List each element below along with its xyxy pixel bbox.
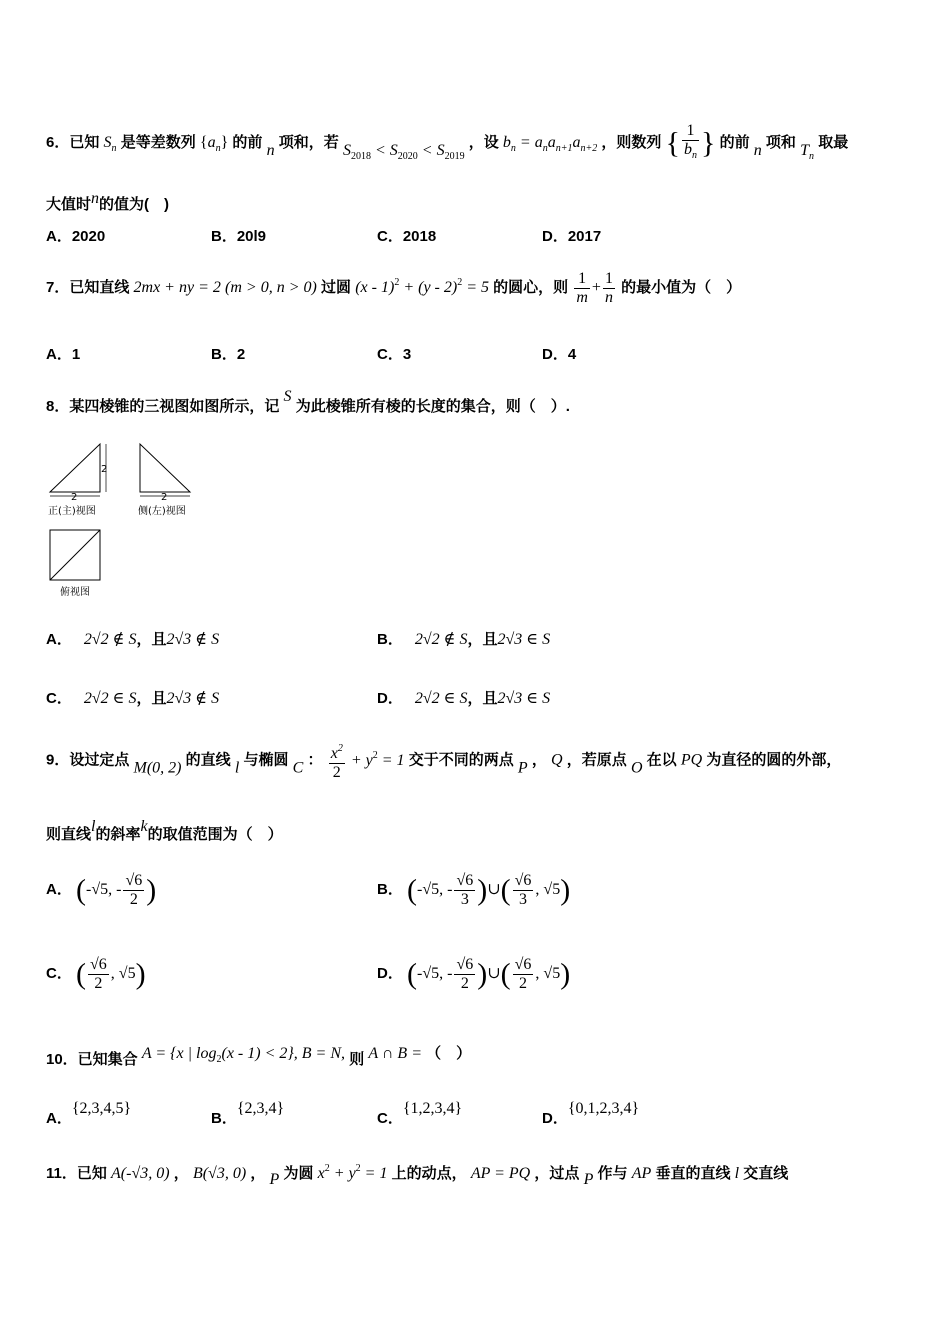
q10-option-d[interactable]: D．{0,1,2,3,4} — [542, 1100, 640, 1127]
q6-option-a[interactable]: A．2020 — [46, 228, 106, 245]
q9-option-c[interactable]: C． ( $\frac{√6}{2}$ , √5) — [46, 956, 146, 992]
q8-option-d[interactable]: D． 2√2 ∈ S，且2√3 ∈ S — [377, 690, 551, 707]
q7-circle: (x - 1)$^2$ + (y - 2)$^2$ = 5 — [355, 277, 489, 297]
question-6-line-1: 6．已知 $S_n$ 是等差数列 $\{a_n\}$ 的前 n 项和，若 $S_{2018} < S_{2020} < S_{2019}$ ，设 $b_n = a_na_{n+1}a_{n+2}$ ，则数列 { $\frac{1}{b_n}$ } 的前 n 项和 $T_n$ 取最 — [46, 122, 849, 163]
question-11-line: 11．已知 A(-√3, 0) ， B(√3, 0) ， P 为圆 $x^2 + y^2 = 1$ 上的动点， AP = PQ ，过点 P 作与 AP 垂直的直线 l 交直线 — [46, 1163, 789, 1188]
q8-option-a[interactable]: A． 2√2 ∉ S，且2√3 ∉ S — [46, 631, 220, 648]
front-view-label: 正(主)视图 — [48, 506, 96, 517]
q8-option-c[interactable]: C． 2√2 ∈ S，且2√3 ∉ S — [46, 690, 220, 707]
q6-inequality: $S_{2018} < S_{2020} < S_{2019}$ — [342, 142, 465, 163]
q6-bn-def: $b_n = a_na_{n+1}a_{n+2}$ — [502, 134, 598, 155]
q7-condition: (m > 0, n > 0) — [225, 279, 317, 297]
front-width-dim: 2 — [71, 492, 78, 503]
side-view-triangle — [140, 444, 190, 492]
side-view-label: 侧(左)视图 — [138, 506, 186, 517]
q10-option-a[interactable]: A．{2,3,4,5} — [46, 1100, 132, 1127]
q10-set-a: A = {x | $\log_2(x - 1) < 2$}, B = N, — [141, 1045, 346, 1065]
side-width-dim: 2 — [161, 492, 168, 503]
question-10-line: 10．已知集合 A = {x | $\log_2(x - 1) < 2$}, B = N, 则 A ∩ B = （ ） — [46, 1045, 472, 1068]
q11-circle: $x^2 + y^2 = 1$ — [317, 1163, 388, 1182]
q9-ellipse: $\frac{x^2}{2}$ + $y^2 = 1$ — [327, 752, 405, 769]
q7-option-b[interactable]: B．2 — [211, 346, 246, 363]
question-9-line-2: 则直线l的斜率k的取值范围为（ ） — [46, 818, 283, 843]
top-view-label: 俯视图 — [60, 587, 90, 598]
q9-option-d[interactable]: D． (-√5, - $\frac{√6}{2}$ )∪( $\frac{√6}{2}$ , √5) — [377, 956, 571, 992]
q6-option-d[interactable]: D．2017 — [542, 228, 602, 245]
q6-option-c[interactable]: C．2018 — [377, 228, 437, 245]
q8-option-b[interactable]: B． 2√2 ∉ S，且2√3 ∈ S — [377, 631, 551, 648]
q6-n: n — [266, 142, 275, 160]
q10-option-b[interactable]: B．{2,3,4} — [211, 1100, 285, 1127]
q6-tn: $T_n$ — [800, 142, 815, 163]
q7-expression: $\frac{1}{m}$ + $\frac{1}{n}$ — [576, 270, 613, 306]
q7-option-c[interactable]: C．3 — [377, 346, 412, 363]
q6-stem: 6．已知 — [46, 134, 100, 152]
q7-line-equation: 2mx + ny = 2 — [133, 279, 221, 297]
q6-sn: $S_n$ — [103, 134, 117, 155]
front-height-dim: 2 — [101, 464, 108, 475]
question-8-line: 8．某四棱锥的三视图如图所示，记 S 为此棱锥所有棱的长度的集合，则（ ）. — [46, 388, 570, 415]
q10-option-c[interactable]: C．{1,2,3,4} — [377, 1100, 463, 1127]
q9-option-b[interactable]: B． (-√5, - $\frac{√6}{3}$ )∪( $\frac{√6}{3}$ , √5) — [377, 872, 571, 908]
q7-option-d[interactable]: D．4 — [542, 346, 577, 363]
three-view-figure — [44, 438, 204, 600]
q6-an-seq: $\{a_n\}$ — [199, 134, 229, 155]
q7-option-a[interactable]: A．1 — [46, 346, 81, 363]
question-9-line-1: 9．设过定点 M(0, 2) 的直线 l 与椭圆 C ： $\frac{x^2}{2}$ + $y^2 = 1$ 交于不同的两点 P ， Q ，若原点 O 在以 PQ 为直径的圆的外部， — [46, 740, 841, 782]
question-7-line: 7．已知直线 2mx + ny = 2 (m > 0, n > 0) 过圆 (x - 1)$^2$ + (y - 2)$^2$ = 5 的圆心，则 $\frac{1}{m}$ + $\frac{1}{n}$ 的最小值为（ ） — [46, 270, 742, 306]
q9-option-a[interactable]: A． (-√5, - $\frac{√6}{2}$ ) — [46, 872, 157, 908]
q6-option-b[interactable]: B．20l9 — [211, 228, 267, 245]
front-view-triangle — [50, 444, 100, 492]
q6-recip-seq: { $\frac{1}{b_n}$ } — [665, 122, 716, 161]
question-6-line-2: 大值时n的值为( ) — [46, 190, 170, 213]
